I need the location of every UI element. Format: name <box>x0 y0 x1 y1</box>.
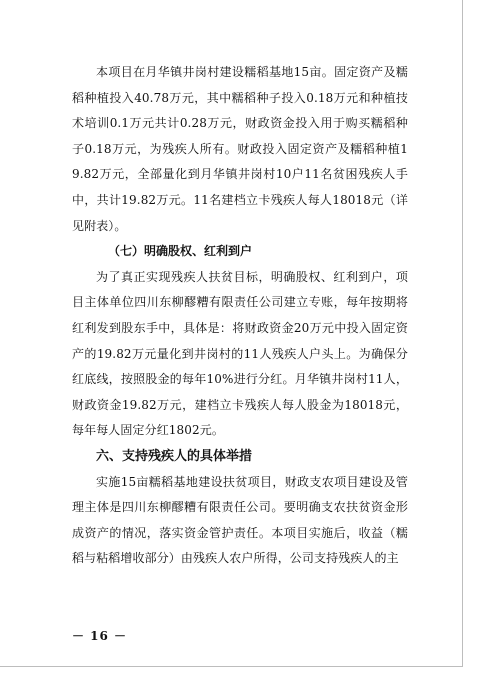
paragraph-equity-dividends: 为了真正实现残疾人扶贫目标，明确股权、红利到户，项目主体单位四川东柳醪糟有限责任公司建立专账，每年按期将红利发到股东手中，具体是：将财政资金20万元中投入固定资产的19.82万元量化到井岗村的11人残疾人户头上。为确保分红底线，按照股金的每年10%进行分红。月华镇井岗村11人，财政资金19.82万元，建档立卡残疾人每人股金为18018元，每年每人固定分红1802元。 <box>72 269 408 438</box>
page-content <box>72 60 408 572</box>
page-number: － 16 － <box>72 629 128 643</box>
subheading-equity-dividends: （七）明确股权、红利到户 <box>108 244 253 259</box>
paragraph-rice-base-investment: 本项目在月华镇井岗村建设糯稻基地15亩。固定资产及糯稻种植投入40.78万元，其中糯稻种子投入0.18万元和种植技术培训0.1万元共计0.28万元，财政资金投入用于购买糯稻种子0.18万元，为残疾人所有。财政投入固定资产及糯稻种植19.82万元，全部量化到月华镇井岗村10户11名贫困残疾人手中，共计19.82万元。11名建档立卡残疾人每人18018元（详见附表）。 <box>72 65 408 233</box>
section-heading-support-measures: 六、支持残疾人的具体举措 <box>96 448 253 464</box>
paragraph-support-measures: 实施15亩糯稻基地建设扶贫项目，财政支农项目建设及管理主体是四川东柳醪糟有限责任公司。要明确支农扶贫资金形成资产的情况，落实资金管护责任。本项目实施后，收益（糯稻与粘稻增收部分）由残疾人农户所得，公司支持残疾人的主 <box>72 474 408 566</box>
